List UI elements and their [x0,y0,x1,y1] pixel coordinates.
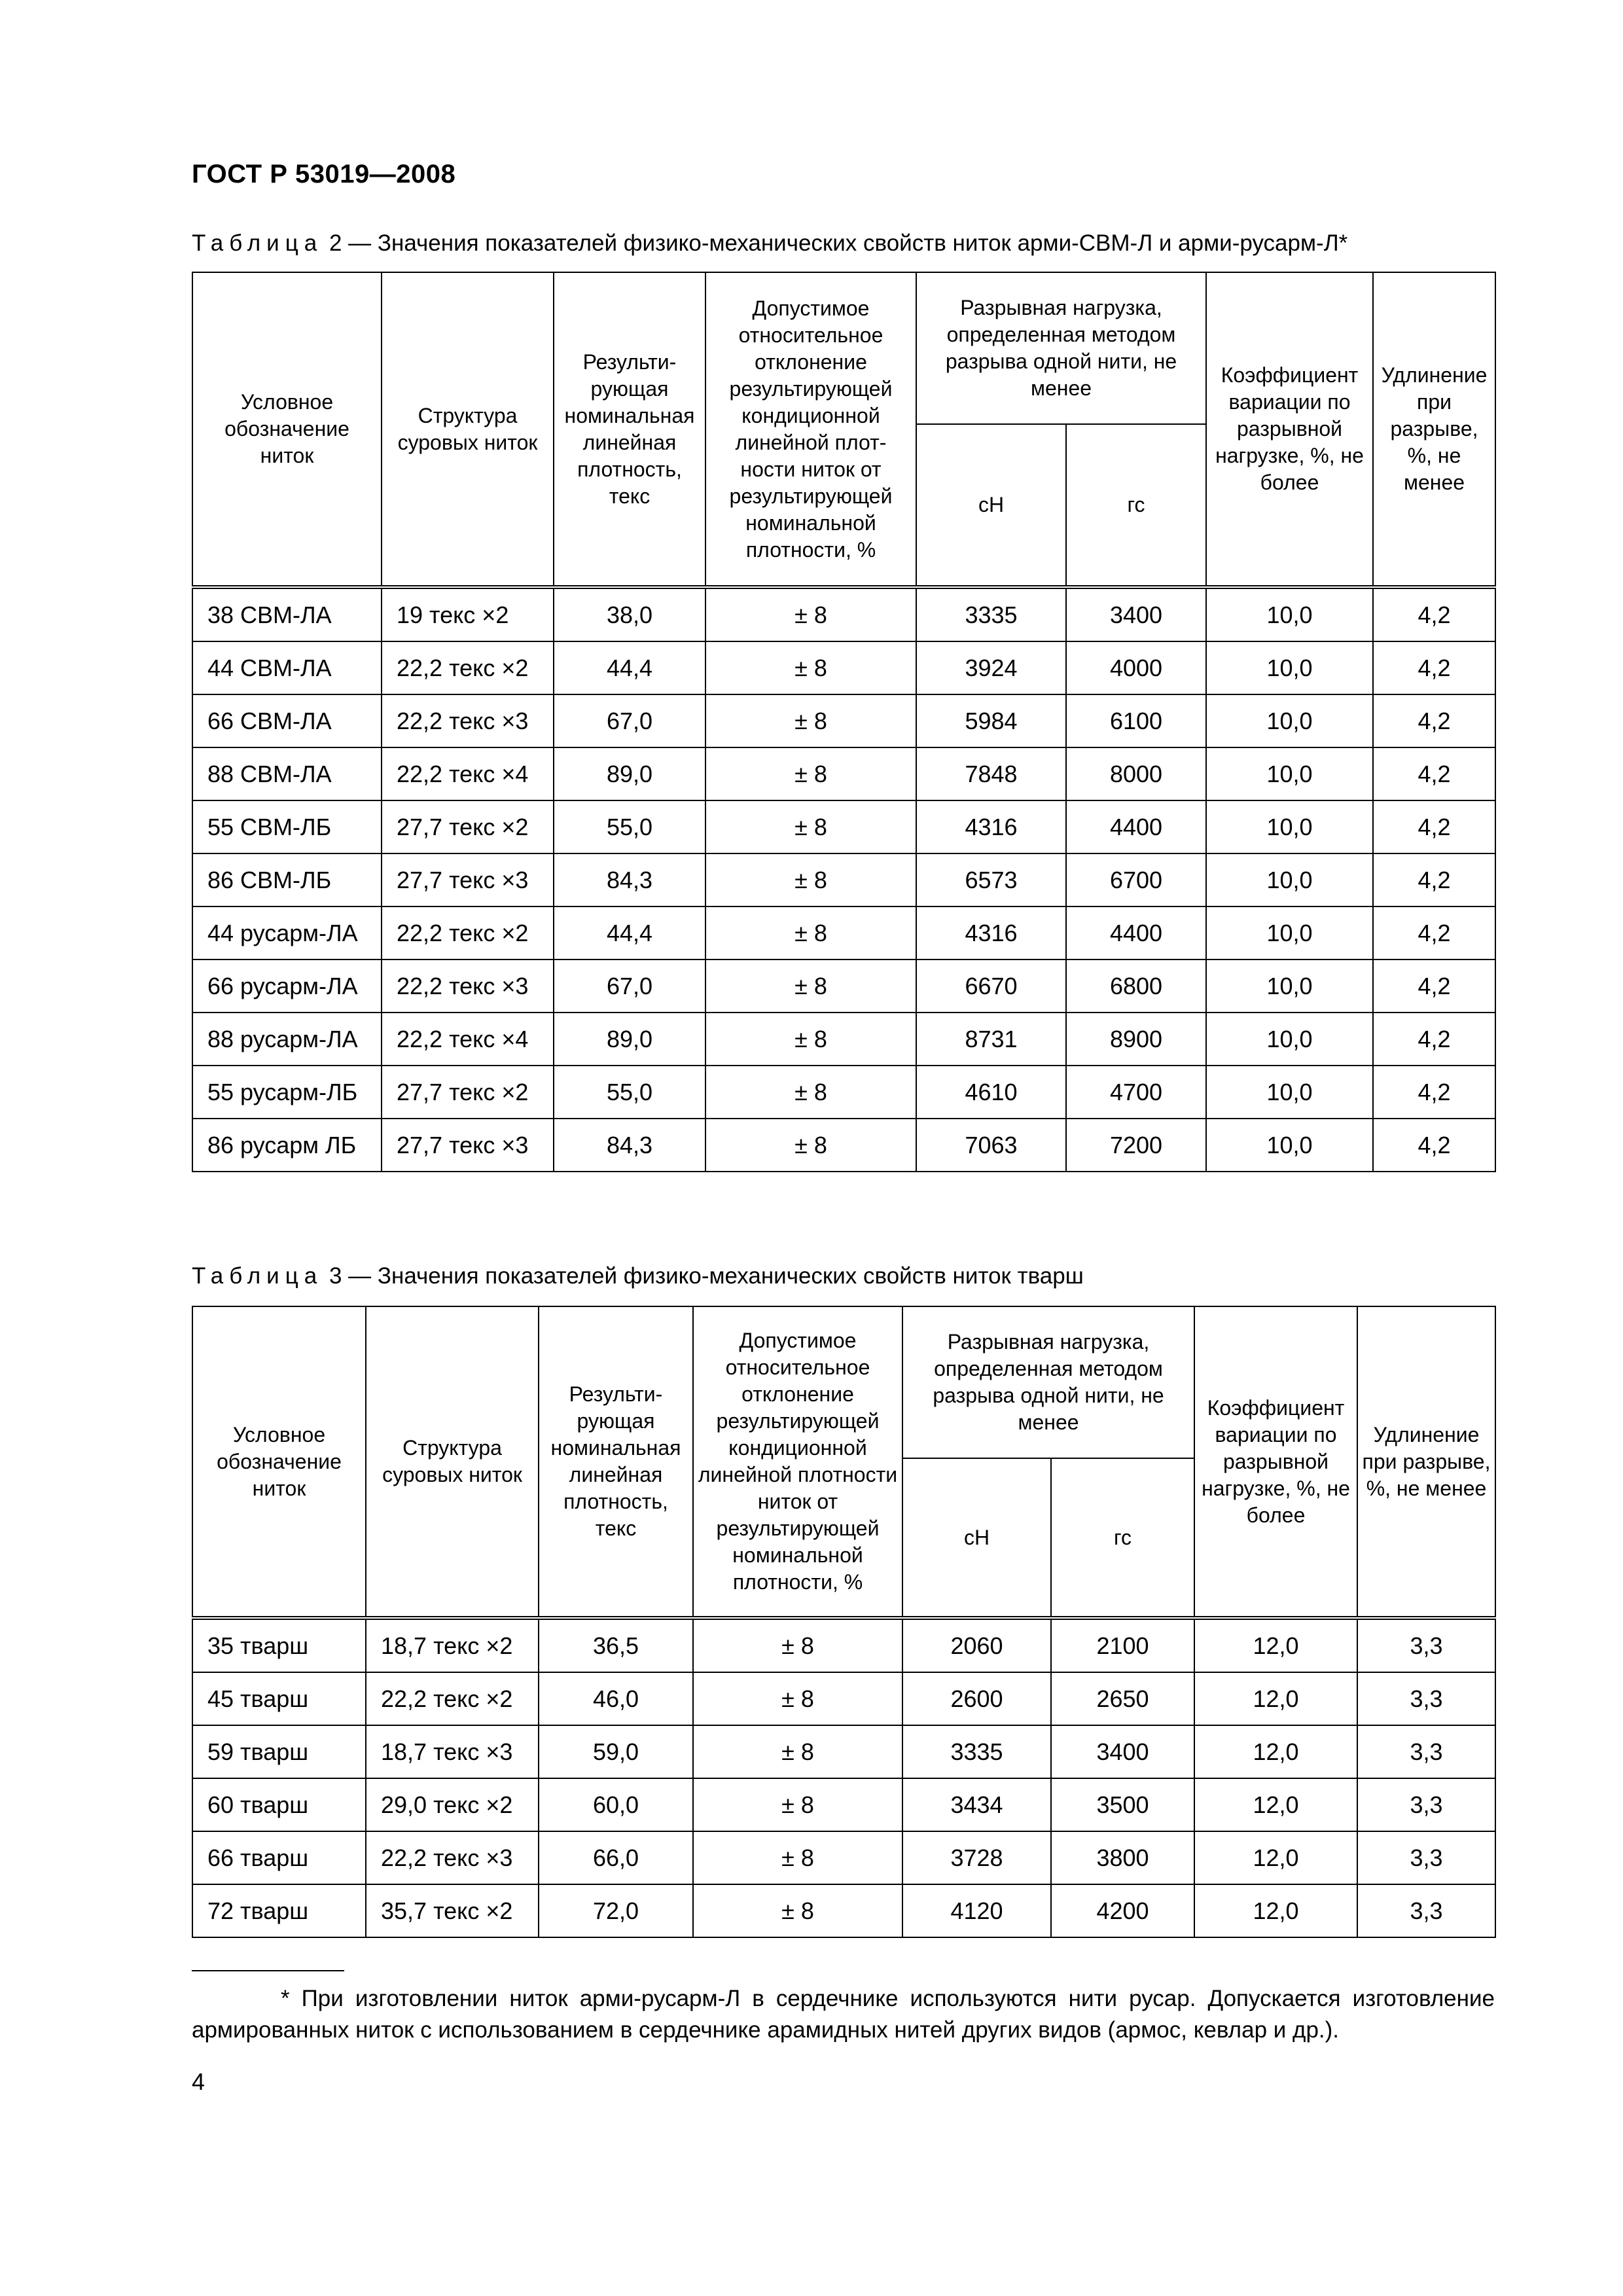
cell-elongation: 3,3 [1357,1778,1495,1831]
cell-structure: 18,7 текс ×3 [366,1725,539,1778]
cell-variation: 12,0 [1194,1672,1357,1725]
cell-designation: 86 СВМ-ЛБ [192,853,382,906]
cell-load-cn: 4120 [902,1884,1051,1937]
cell-load-cn: 3728 [902,1831,1051,1884]
cell-structure: 22,2 текс ×4 [382,1013,554,1066]
cell-structure: 27,7 текс ×3 [382,1119,554,1172]
cell-load-gs: 6800 [1066,960,1206,1013]
header-breaking-load: Разрывная нагрузка, определенная методом разрыва одной нити, не менее [916,272,1206,424]
table-row [192,747,1495,800]
cell-load-cn: 3434 [902,1778,1051,1831]
cell-elongation: 4,2 [1373,587,1495,641]
header-structure: Структура суровых ниток [366,1306,539,1618]
cell-load-cn: 3335 [916,587,1066,641]
cell-deviation: ± 8 [705,694,916,747]
caption-word: Таблица [192,230,323,256]
table-row [192,800,1495,853]
table-3 [192,1306,1496,1938]
cell-density: 38,0 [554,587,705,641]
cell-elongation: 4,2 [1373,906,1495,960]
cell-elongation: 3,3 [1357,1618,1495,1672]
cell-designation: 88 СВМ-ЛА [192,747,382,800]
cell-load-gs: 4200 [1051,1884,1194,1937]
cell-load-cn: 5984 [916,694,1066,747]
cell-density: 46,0 [539,1672,693,1725]
cell-elongation: 4,2 [1373,1066,1495,1119]
cell-load-gs: 8900 [1066,1013,1206,1066]
cell-designation: 66 русарм-ЛА [192,960,382,1013]
table-2-caption [192,230,1347,257]
cell-structure: 22,2 текс ×3 [366,1831,539,1884]
cell-density: 55,0 [554,800,705,853]
table-row [192,853,1495,906]
cell-density: 36,5 [539,1618,693,1672]
table-row [192,1013,1495,1066]
header-breaking-load: Разрывная нагрузка, определенная методом разрыва одной нити, не менее [902,1306,1194,1458]
cell-elongation: 4,2 [1373,1013,1495,1066]
cell-density: 59,0 [539,1725,693,1778]
cell-load-gs: 4700 [1066,1066,1206,1119]
table-row [192,694,1495,747]
table-row [192,1725,1495,1778]
cell-deviation: ± 8 [693,1672,902,1725]
cell-designation: 59 тварш [192,1725,366,1778]
cell-elongation: 4,2 [1373,960,1495,1013]
cell-load-gs: 2100 [1051,1618,1194,1672]
cell-deviation: ± 8 [693,1884,902,1937]
cell-elongation: 4,2 [1373,641,1495,694]
cell-variation: 10,0 [1206,641,1373,694]
caption-number: 3 [329,1263,342,1289]
cell-density: 55,0 [554,1066,705,1119]
table-2 [192,272,1496,1172]
cell-deviation: ± 8 [705,853,916,906]
cell-load-gs: 4400 [1066,800,1206,853]
footnote-divider [192,1970,344,1971]
table-row [192,1119,1495,1172]
cell-elongation: 4,2 [1373,694,1495,747]
cell-variation: 12,0 [1194,1884,1357,1937]
header-density: Результи-рующая номинальная линейная плотность, текс [554,272,705,587]
table-row [192,587,1495,641]
cell-variation: 10,0 [1206,694,1373,747]
cell-load-gs: 6100 [1066,694,1206,747]
cell-load-gs: 7200 [1066,1119,1206,1172]
cell-load-gs: 3800 [1051,1831,1194,1884]
cell-designation: 66 тварш [192,1831,366,1884]
cell-variation: 10,0 [1206,747,1373,800]
cell-elongation: 4,2 [1373,800,1495,853]
cell-structure: 27,7 текс ×2 [382,800,554,853]
cell-designation: 72 тварш [192,1884,366,1937]
cell-structure: 22,2 текс ×2 [382,641,554,694]
cell-variation: 10,0 [1206,800,1373,853]
header-variation: Коэффициент вариации по разрывной нагрузке, %, не более [1194,1306,1357,1618]
cell-load-cn: 6670 [916,960,1066,1013]
cell-load-cn: 2060 [902,1618,1051,1672]
table-row [192,641,1495,694]
header-elongation: Удлинение при разрыве, %, не менее [1373,272,1495,587]
table-row [192,1778,1495,1831]
cell-density: 44,4 [554,641,705,694]
cell-load-cn: 3335 [902,1725,1051,1778]
cell-structure: 22,2 текс ×3 [382,694,554,747]
cell-variation: 12,0 [1194,1831,1357,1884]
cell-structure: 29,0 текс ×2 [366,1778,539,1831]
document-header: ГОСТ Р 53019—2008 [192,160,456,188]
table-row [192,960,1495,1013]
header-gs: гс [1051,1458,1194,1618]
cell-deviation: ± 8 [705,906,916,960]
cell-load-cn: 7848 [916,747,1066,800]
cell-load-gs: 2650 [1051,1672,1194,1725]
cell-designation: 45 тварш [192,1672,366,1725]
cell-variation: 10,0 [1206,1013,1373,1066]
cell-designation: 88 русарм-ЛА [192,1013,382,1066]
caption-text: — Значения показателей физико-механических свойств ниток тварш [342,1263,1084,1289]
cell-structure: 22,2 текс ×4 [382,747,554,800]
header-designation: Условное обозначение ниток [192,1306,366,1618]
cell-variation: 10,0 [1206,587,1373,641]
cell-load-cn: 8731 [916,1013,1066,1066]
header-deviation: Допустимое относительное отклонение результирующей кондиционной линейной плот-ности ниток от результирующей номинальной плотности, % [705,272,916,587]
cell-designation: 66 СВМ-ЛА [192,694,382,747]
cell-elongation: 3,3 [1357,1884,1495,1937]
cell-designation: 86 русарм ЛБ [192,1119,382,1172]
cell-variation: 10,0 [1206,906,1373,960]
cell-variation: 12,0 [1194,1725,1357,1778]
cell-variation: 10,0 [1206,1066,1373,1119]
cell-deviation: ± 8 [705,1119,916,1172]
header-elongation: Удлинение при разрыве, %, не менее [1357,1306,1495,1618]
cell-load-gs: 3400 [1051,1725,1194,1778]
cell-deviation: ± 8 [705,587,916,641]
cell-structure: 22,2 текс ×2 [366,1672,539,1725]
table-row [192,906,1495,960]
cell-designation: 55 СВМ-ЛБ [192,800,382,853]
caption-text: — Значения показателей физико-механических свойств ниток арми-СВМ-Л и арми-русарм-Л* [342,230,1348,256]
table-3-body [192,1618,1495,1937]
cell-designation: 60 тварш [192,1778,366,1831]
table-row [192,1884,1495,1937]
table-row [192,1672,1495,1725]
cell-designation: 38 СВМ-ЛА [192,587,382,641]
cell-load-cn: 4316 [916,800,1066,853]
header-density: Результи-рующая номинальная линейная плотность, текс [539,1306,693,1618]
caption-number: 2 [329,230,342,256]
cell-load-cn: 4316 [916,906,1066,960]
cell-elongation: 4,2 [1373,853,1495,906]
cell-density: 67,0 [554,694,705,747]
cell-designation: 44 русарм-ЛА [192,906,382,960]
cell-density: 89,0 [554,1013,705,1066]
cell-deviation: ± 8 [705,800,916,853]
cell-load-gs: 4400 [1066,906,1206,960]
table-row [192,1066,1495,1119]
cell-density: 72,0 [539,1884,693,1937]
header-cn: сН [902,1458,1051,1618]
cell-density: 44,4 [554,906,705,960]
cell-elongation: 3,3 [1357,1831,1495,1884]
cell-structure: 27,7 текс ×2 [382,1066,554,1119]
cell-density: 84,3 [554,1119,705,1172]
cell-density: 60,0 [539,1778,693,1831]
cell-designation: 55 русарм-ЛБ [192,1066,382,1119]
cell-elongation: 3,3 [1357,1672,1495,1725]
footnote: * При изготовлении ниток арми-русарм-Л в сердечнике используются нити русар. Допускается изготовление армированных ниток с использованием в сердечнике арамидных нитей других видов (армос, кевлар и др.). [192,1986,1495,2043]
cell-deviation: ± 8 [705,1013,916,1066]
cell-density: 84,3 [554,853,705,906]
cell-load-cn: 2600 [902,1672,1051,1725]
header-deviation: Допустимое относительное отклонение результирующей кондиционной линейной плотности ниток от результирующей номинальной плотности, % [693,1306,902,1618]
page-number: 4 [192,2068,205,2095]
cell-structure: 27,7 текс ×3 [382,853,554,906]
cell-load-gs: 4000 [1066,641,1206,694]
cell-deviation: ± 8 [693,1725,902,1778]
cell-elongation: 4,2 [1373,747,1495,800]
cell-variation: 10,0 [1206,960,1373,1013]
cell-deviation: ± 8 [693,1778,902,1831]
header-cn: сН [916,424,1066,587]
header-designation: Условное обозначение ниток [192,272,382,587]
cell-designation: 44 СВМ-ЛА [192,641,382,694]
cell-structure: 22,2 текс ×2 [382,906,554,960]
cell-variation: 12,0 [1194,1778,1357,1831]
cell-density: 89,0 [554,747,705,800]
cell-structure: 19 текс ×2 [382,587,554,641]
header-structure: Структура суровых ниток [382,272,554,587]
cell-deviation: ± 8 [705,1066,916,1119]
cell-variation: 10,0 [1206,1119,1373,1172]
cell-load-gs: 3500 [1051,1778,1194,1831]
cell-deviation: ± 8 [705,747,916,800]
cell-density: 66,0 [539,1831,693,1884]
cell-deviation: ± 8 [693,1618,902,1672]
cell-elongation: 4,2 [1373,1119,1495,1172]
cell-elongation: 3,3 [1357,1725,1495,1778]
cell-density: 67,0 [554,960,705,1013]
header-variation: Коэффициент вариации по разрывной нагрузке, %, не более [1206,272,1373,587]
table-row [192,1831,1495,1884]
table-row [192,1618,1495,1672]
cell-load-gs: 3400 [1066,587,1206,641]
cell-deviation: ± 8 [705,641,916,694]
caption-word: Таблица [192,1263,323,1289]
cell-variation: 10,0 [1206,853,1373,906]
cell-load-gs: 8000 [1066,747,1206,800]
cell-deviation: ± 8 [693,1831,902,1884]
cell-load-gs: 6700 [1066,853,1206,906]
cell-load-cn: 7063 [916,1119,1066,1172]
cell-variation: 12,0 [1194,1618,1357,1672]
cell-structure: 35,7 текс ×2 [366,1884,539,1937]
cell-designation: 35 тварш [192,1618,366,1672]
cell-load-cn: 6573 [916,853,1066,906]
cell-deviation: ± 8 [705,960,916,1013]
table-3-caption [192,1263,1084,1289]
cell-structure: 22,2 текс ×3 [382,960,554,1013]
cell-load-cn: 3924 [916,641,1066,694]
cell-load-cn: 4610 [916,1066,1066,1119]
cell-structure: 18,7 текс ×2 [366,1618,539,1672]
header-gs: гс [1066,424,1206,587]
table-2-body [192,587,1495,1172]
